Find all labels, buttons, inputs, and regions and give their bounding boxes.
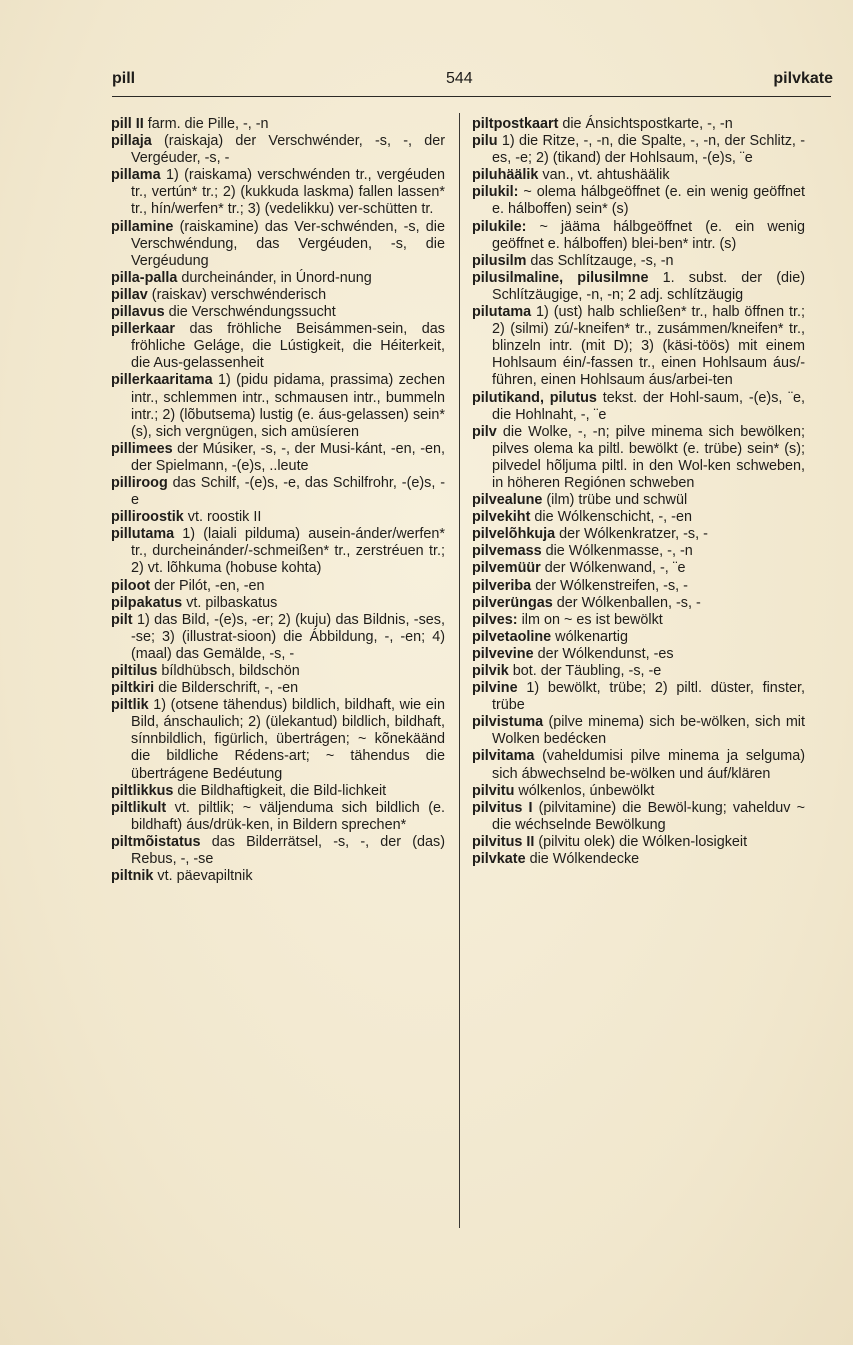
entry-definition: die Wólkenmasse, -, -n [545, 543, 693, 560]
dictionary-entry [472, 492, 805, 509]
entry-headword: pilukile: [472, 218, 527, 235]
dictionary-entry [472, 578, 805, 595]
entry-headword: pilusilm [472, 252, 527, 269]
entry-definition: die Verschwéndungssucht [168, 304, 336, 321]
entry-definition: wólkenartig [555, 628, 628, 645]
entry-headword: pilvekiht [472, 509, 531, 526]
dictionary-entry [472, 560, 805, 577]
dictionary-entry [472, 851, 805, 868]
entry-definition: wólkenlos, únbewölkt [518, 782, 655, 799]
page-header [112, 70, 833, 94]
entry-headword: pillerkaar [111, 321, 175, 338]
entry-headword: pilvitu [472, 782, 515, 799]
dictionary-entry [472, 612, 805, 629]
entry-headword: piltmõistatus [111, 833, 201, 850]
entry-headword: pilverüngas [472, 594, 553, 611]
entry-headword: pilvemüür [472, 560, 541, 577]
entry-headword: pilvealune [472, 492, 543, 509]
entry-definition: van., vt. ahtushäälik [542, 167, 670, 184]
dictionary-entry [472, 714, 805, 748]
dictionary-entry [111, 304, 445, 321]
dictionary-entry [111, 270, 445, 287]
entry-headword: pilvitama [472, 748, 535, 765]
entry-headword: piluhäälik [472, 167, 539, 184]
dictionary-entry [111, 167, 445, 218]
dictionary-entry [111, 697, 445, 782]
dictionary-entry [111, 800, 445, 834]
entry-headword: pilvkate [472, 851, 526, 868]
dictionary-entry [472, 663, 805, 680]
entry-headword: pilvitus II [472, 833, 535, 850]
entry-definition: (vaheldumisi pilve minema ja selguma) sich ábwechselnd be-wölken und áuf/klären [492, 748, 805, 782]
entry-definition: die Wólkenschicht, -, -en [534, 509, 692, 526]
dictionary-entry [472, 680, 805, 714]
entry-definition: vt. päevapiltnik [157, 868, 253, 885]
entry-headword: pilvelõhkuja [472, 526, 556, 543]
entry-definition: (raiskaja) der Verschwénder, -s, -, der Vergéuder, -s, - [131, 133, 446, 167]
left-column [111, 116, 445, 885]
right-column [472, 116, 805, 868]
entry-definition: 1) (ust) halb schließen* tr., halb öffnen tr.; 2) (silmi) zú/-kneifen* tr., zusámmen/kneifen* tr., blinzeln intr. (mit D); 3) (käsi-töös) mit einem Hohlsaum éin/-fassen tr., einen Hohlsaum áus/-führen, einen Hohlsaum áus/arbei-ten [492, 304, 806, 389]
entry-definition: der Músiker, -s, -, der Musi-kánt, -en, -en, der Spielmann, -(e)s, ..leute [131, 440, 445, 474]
entry-definition: (ilm) trübe und schwül [546, 492, 688, 509]
entry-headword: piltpostkaart [472, 116, 559, 132]
entry-definition: der Wólkenstreifen, -s, - [535, 577, 688, 594]
entry-headword: pilpakatus [111, 594, 183, 611]
entry-definition: bíldhübsch, bildschön [161, 663, 300, 679]
entry-definition: die Bilderschrift, -, -en [158, 680, 299, 697]
dictionary-entry [472, 800, 805, 834]
dictionary-entry [472, 253, 805, 270]
dictionary-entry [111, 372, 445, 440]
entry-headword: pilv [472, 423, 497, 440]
dictionary-entry [472, 390, 805, 424]
entry-headword: pillimees [111, 440, 173, 457]
dictionary-entry [111, 133, 445, 167]
entry-headword: pillerkaaritama [111, 372, 213, 389]
dictionary-entry [472, 304, 805, 389]
dictionary-entry [472, 646, 805, 663]
entry-headword: pilukil: [472, 184, 519, 201]
entry-definition: der Pilót, -en, -en [154, 577, 265, 594]
entry-definition: der Wólkendunst, -es [537, 645, 674, 662]
dictionary-entry [472, 526, 805, 543]
dictionary-entry [472, 543, 805, 560]
dictionary-entry [111, 287, 445, 304]
dictionary-entry [111, 526, 445, 577]
entry-headword: pilusilmaline, pilusilmne [472, 269, 649, 286]
dictionary-entry [111, 783, 445, 800]
entry-headword: piltlikkus [111, 782, 174, 799]
entry-definition: tekst. der Hohl-saum, -(e)s, ¨e, die Hohlnaht, -, ¨e [492, 389, 805, 423]
entry-definition: das Bilderrätsel, -s, -, der (das) Rebus, -, -se [131, 833, 445, 868]
entry-definition: die Wólkendecke [529, 851, 640, 868]
entry-definition: 1) bewölkt, trübe; 2) piltl. düster, finster, trübe [492, 680, 806, 714]
dictionary-entry [111, 868, 445, 885]
entry-definition: (pilvitamine) die Bewöl-kung; vahelduv ~ die wéchselnde Bewölkung [492, 799, 805, 833]
entry-headword: pilves: [472, 611, 518, 628]
dictionary-entry [472, 748, 805, 782]
entry-definition: durcheinánder, in Únord-nung [181, 269, 372, 286]
entry-headword: piltlikult [111, 799, 167, 816]
entry-definition: das Schilf, -(e)s, -e, das Schilfrohr, -(e)s, -e [131, 474, 446, 509]
dictionary-entry [111, 116, 445, 133]
entry-headword: pilvemass [472, 543, 542, 560]
entry-definition: das fröhliche Beisámmen-sein, das fröhliche Geláge, die Lústigkeit, die Héiterkeit, die Aus-gelassenheit [131, 321, 446, 372]
dictionary-entry [111, 475, 445, 509]
dictionary-entry [111, 680, 445, 697]
entry-definition: (pilvitu olek) die Wólken-losigkeit [538, 833, 748, 850]
column-divider [459, 113, 460, 1228]
entry-headword: pilliroostik [111, 509, 184, 526]
entry-definition: 1) (pidu pidama, prassima) zechen intr., schlemmen intr., schmausen intr., bummeln intr.; 2) (lõbutsema) lustig (e. áus-gelassen) sein* (s), sich vergnügen, sich amüsíeren [131, 372, 446, 440]
entry-headword: pillamine [111, 218, 174, 235]
entry-definition: farm. die Pille, -, -n [147, 116, 269, 132]
entry-headword: pilutikand, pilutus [472, 389, 597, 406]
dictionary-entry [472, 424, 805, 492]
header-first-word: pill [112, 70, 136, 87]
entry-headword: pilvetaoline [472, 628, 552, 645]
dictionary-entry [111, 663, 445, 680]
entry-headword: pilliroog [111, 474, 168, 491]
dictionary-entry [472, 834, 805, 851]
dictionary-entry [111, 321, 445, 372]
entry-headword: piltlik [111, 697, 149, 714]
entry-definition: der Wólkenballen, -s, - [556, 594, 701, 611]
entry-definition: vt. pilbaskatus [186, 594, 278, 611]
entry-definition: ~ olema hálbgeöffnet (e. ein wenig geöffnet e. hálboffen) sein* (s) [492, 184, 805, 218]
entry-headword: pillama [111, 167, 161, 184]
entry-headword: pillutama [111, 526, 175, 543]
dictionary-entry [111, 834, 445, 868]
entry-headword: pilutama [472, 304, 532, 321]
header-last-word: pilvkate [773, 70, 833, 87]
entry-definition: (pilve minema) sich be-wölken, sich mit Wolken bedécken [492, 714, 805, 748]
header-rule [112, 96, 831, 97]
dictionary-entry [472, 509, 805, 526]
entry-definition: bot. der Täubling, -s, -e [512, 663, 662, 679]
entry-headword: piltnik [111, 868, 154, 885]
dictionary-entry [111, 509, 445, 526]
dictionary-entry [472, 219, 805, 253]
entry-definition: ilm on ~ es ist bewölkt [521, 611, 663, 628]
entry-definition: 1) (raiskama) verschwénden tr., vergéuden tr., vertún* tr.; 2) (kukkuda laskma) fallen lassen* tr., hín/werfen* tr.; 3) (vedelikku) ver-schütten tr. [131, 167, 445, 218]
entry-headword: pilu [472, 133, 498, 150]
dictionary-entry [472, 595, 805, 612]
entry-definition: die Ánsichtspostkarte, -, -n [562, 116, 733, 132]
entry-headword: pilvistuma [472, 714, 544, 731]
entry-headword: pilvitus I [472, 799, 533, 816]
entry-headword: pill II [111, 116, 144, 132]
entry-headword: piltkiri [111, 680, 155, 697]
dictionary-entry [472, 116, 805, 133]
entry-headword: piloot [111, 577, 151, 594]
entry-headword: piltilus [111, 663, 158, 679]
dictionary-entry [472, 184, 805, 218]
dictionary-entry [472, 167, 805, 184]
entry-headword: pilvine [472, 680, 518, 697]
dictionary-entry [111, 441, 445, 475]
entry-headword: pillavus [111, 304, 165, 321]
entry-definition: der Wólkenwand, -, ¨e [544, 560, 686, 577]
entry-headword: pilla-palla [111, 269, 178, 286]
page-number: 544 [446, 70, 473, 87]
dictionary-entry [472, 629, 805, 646]
dictionary-entry [472, 133, 805, 167]
entry-definition: die Wolke, -, -n; pilve minema sich bewölken; pilves olema ka piltl. bewölkt (e. trübe) sein* (s); pilvedel hõljuma piltl. in den Wol-ken schweben, in höheren Regiónen schweben [492, 423, 806, 491]
dictionary-entry [472, 270, 805, 304]
dictionary-entry [111, 578, 445, 595]
entry-headword: pilt [111, 611, 133, 628]
entry-definition: (raiskamine) das Ver-schwénden, -s, die Verschwéndung, das Vergéuden, -s, die Vergéudung [131, 218, 445, 269]
entry-definition: die Bildhaftigkeit, die Bild-lichkeit [177, 782, 387, 799]
dictionary-entry [472, 783, 805, 800]
entry-headword: pilvevine [472, 645, 534, 662]
dictionary-entry [111, 219, 445, 270]
entry-headword: pilvik [472, 663, 509, 679]
entry-definition: (raiskav) verschwénderisch [151, 286, 327, 303]
entry-definition: ~ jääma hálbgeöffnet (e. ein wenig geöffnet e. hálboffen) blei-ben* intr. (s) [492, 218, 805, 252]
entry-headword: pilveriba [472, 577, 532, 594]
entry-definition: das Schlítzauge, -s, -n [530, 252, 674, 269]
entry-headword: pillav [111, 286, 148, 303]
entry-definition: 1) (laiali pilduma) ausein-ánder/werfen* tr., durcheinánder/-schmeißen* tr., zerstréuen tr.; 2) vt. lõhkuma (hobuse kohta) [131, 526, 445, 577]
entry-definition: 1) die Ritze, -, -n, die Spalte, -, -n, der Schlitz, -es, -e; 2) (tikand) der Hohlsaum, -(e)s, ¨e [492, 133, 805, 167]
entry-definition: vt. piltlik; ~ väljenduma sich bildlich (e. bildhaft) áus/drük-ken, in Bildern sprechen* [131, 799, 445, 833]
entry-headword: pillaja [111, 133, 152, 150]
entry-definition: 1) (otsene tähendus) bildlich, bildhaft, wie ein Bild, ánschaulich; 2) (ülekantud) bildlich, bildhaft, sínnbildlich, figürlich, übertrágen; ~ kõnekäänd die bildliche Rédens-art; ~ tähendus die übertrágene Bedéutung [131, 697, 446, 782]
dictionary-entry [111, 612, 445, 663]
entry-definition: 1) das Bild, -(e)s, -er; 2) (kuju) das Bildnis, -ses, -se; 3) (illustrat-sioon) die Ábbildung, -, -en; 4) (maal) das Gemälde, -s, - [131, 611, 445, 662]
entry-definition: 1. subst. der (die) Schlítzäugige, -n, -n; 2 adj. schlítzäugig [492, 269, 805, 303]
entry-definition: vt. roostik II [187, 509, 262, 526]
entry-definition: der Wólkenkratzer, -s, - [559, 526, 708, 543]
dictionary-entry [111, 595, 445, 612]
